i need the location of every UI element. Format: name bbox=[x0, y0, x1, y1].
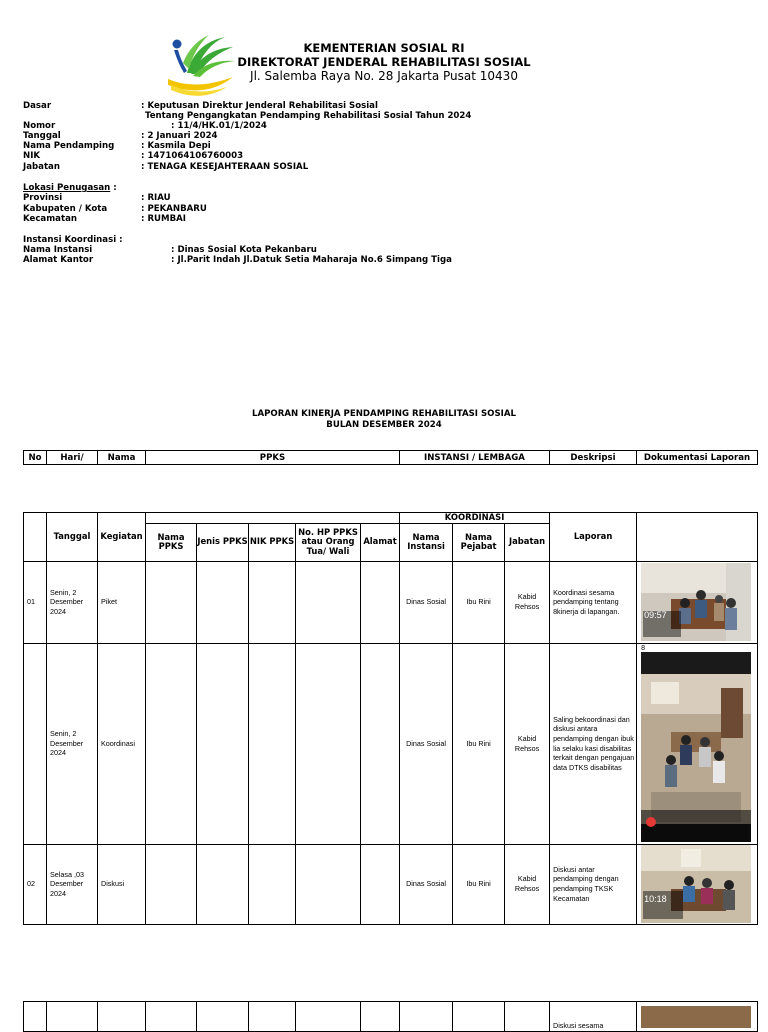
col-alamat: Alamat bbox=[361, 523, 400, 561]
col-nama-instansi: Nama Instansi bbox=[400, 523, 453, 561]
col-dokumentasi: Dokumentasi Laporan bbox=[637, 451, 758, 465]
row-laporan: Diskusi sesama bbox=[550, 1002, 637, 1032]
table-row bbox=[24, 1002, 758, 1032]
row-laporan: Saling bekoordinasi dan diskusi antara pendamping dengan ibuk lia selaku kasi disabilitas terkait dengan pengajuan data DTKS disabilitas bbox=[550, 643, 637, 844]
nomor-label: Nomor bbox=[23, 121, 56, 131]
row-photo-cell bbox=[637, 561, 758, 643]
ministry-address: Jl. Salemba Raya No. 28 Jakarta Pusat 10430 bbox=[250, 69, 518, 83]
jabatan-label: Jabatan bbox=[23, 162, 60, 172]
row-pejabat: Ibu Rini bbox=[453, 844, 505, 924]
col-instansi: INSTANSI / LEMBAGA bbox=[400, 451, 550, 465]
row-jabatan: Kabid Rehsos bbox=[505, 844, 550, 924]
nama-instansi-label: Nama Instansi bbox=[23, 245, 93, 255]
instansi-koordinasi-label: Instansi Koordinasi : bbox=[23, 235, 123, 245]
col-jenis-ppks: Jenis PPKS bbox=[197, 523, 249, 561]
col-nik-ppks: NIK PPKS bbox=[249, 523, 296, 561]
row-jabatan: Kabid Rehsos bbox=[505, 561, 550, 643]
report-title: LAPORAN KINERJA PENDAMPING REHABILITASI SOSIAL bbox=[252, 409, 516, 419]
ministry-name: KEMENTERIAN SOSIAL RI bbox=[303, 41, 465, 55]
photo-time: 09:57 bbox=[644, 610, 667, 620]
assignment-info bbox=[0, 0, 768, 270]
nik-label: NIK bbox=[23, 151, 41, 161]
tanggal-label: Tanggal bbox=[23, 131, 61, 141]
directorate-name: DIREKTORAT JENDERAL REHABILITASI SOSIAL bbox=[237, 55, 531, 69]
dasar-label: Dasar bbox=[23, 101, 52, 111]
kecamatan-label: Kecamatan bbox=[23, 214, 78, 224]
activity-photo bbox=[641, 1006, 751, 1028]
col-deskripsi: Deskripsi bbox=[550, 451, 637, 465]
row-laporan: Diskusi antar pendamping dengan pendamping TKSK Kecamatan bbox=[550, 844, 637, 924]
photo-marker: 8 bbox=[641, 644, 645, 652]
photo-time: 10:18 bbox=[644, 894, 667, 904]
col-kegiatan: Kegiatan bbox=[98, 513, 146, 562]
nama-pendamping-value: : Kasmila Depi bbox=[141, 141, 211, 151]
kecamatan-value: : RUMBAI bbox=[141, 214, 186, 224]
row-kegiatan: Koordinasi bbox=[98, 643, 146, 844]
row-instansi: Dinas Sosial bbox=[400, 844, 453, 924]
dasar-value-2: Tentang Pengangkatan Pendamping Rehabilitasi Sosial Tahun 2024 bbox=[145, 111, 472, 121]
row-tanggal: Senin, 2 Desember 2024 bbox=[47, 561, 98, 643]
summary-header-table bbox=[23, 450, 758, 465]
row-laporan: Koordinasi sesama pendamping tentang 8kinerja di lapangan. bbox=[550, 561, 637, 643]
nomor-value: : 11/4/HK.01/1/2024 bbox=[171, 121, 267, 131]
alamat-kantor-label: Alamat Kantor bbox=[23, 255, 94, 265]
col-hari: Hari/ bbox=[47, 451, 98, 465]
dasar-value: : Keputusan Direktur Jenderal Rehabilitasi Sosial bbox=[141, 101, 378, 111]
row-jabatan: Kabid Rehsos bbox=[505, 643, 550, 844]
tanggal-value: : 2 Januari 2024 bbox=[141, 131, 218, 141]
col-jabatan: Jabatan bbox=[505, 523, 550, 561]
detail-table bbox=[23, 512, 758, 925]
activity-photo bbox=[641, 845, 751, 923]
row-no: 01 bbox=[24, 561, 47, 643]
row-kegiatan: Piket bbox=[98, 561, 146, 643]
col-no-hp: No. HP PPKS atau Orang Tua/ Wali bbox=[296, 523, 361, 561]
col-koordinasi: KOORDINASI bbox=[400, 513, 550, 524]
col-nama: Nama bbox=[98, 451, 146, 465]
row-tanggal: Senin, 2 Desember 2024 bbox=[47, 643, 98, 844]
nik-value: : 1471064106760003 bbox=[141, 151, 244, 161]
col-nama-ppks: Nama PPKS bbox=[146, 523, 197, 561]
row-photo-cell bbox=[637, 643, 758, 844]
activity-photo bbox=[641, 652, 751, 842]
col-nama-pejabat: Nama Pejabat bbox=[453, 523, 505, 561]
row-instansi: Dinas Sosial bbox=[400, 561, 453, 643]
nama-instansi-value: : Dinas Sosial Kota Pekanbaru bbox=[171, 245, 317, 255]
jabatan-value: : TENAGA KESEJAHTERAAN SOSIAL bbox=[141, 162, 309, 172]
row-photo-cell bbox=[637, 844, 758, 924]
row-pejabat: Ibu Rini bbox=[453, 643, 505, 844]
row-tanggal: Selasa ,03 Desember 2024 bbox=[47, 844, 98, 924]
activity-photo bbox=[641, 563, 751, 641]
provinsi-value: : RIAU bbox=[141, 193, 171, 203]
nama-pendamping-label: Nama Pendamping bbox=[23, 141, 115, 151]
row-no bbox=[24, 643, 47, 844]
row-photo-cell bbox=[637, 1002, 758, 1032]
col-ppks: PPKS bbox=[146, 451, 400, 465]
provinsi-label: Provinsi bbox=[23, 193, 63, 203]
lokasi-label: Lokasi Penugasan : bbox=[23, 183, 117, 193]
col-no: No bbox=[24, 451, 47, 465]
kabupaten-label: Kabupaten / Kota bbox=[23, 204, 108, 214]
table-row bbox=[24, 561, 758, 643]
kabupaten-value: : PEKANBARU bbox=[141, 204, 207, 214]
report-month: BULAN DESEMBER 2024 bbox=[326, 420, 442, 430]
col-tanggal: Tanggal bbox=[47, 513, 98, 562]
row-instansi: Dinas Sosial bbox=[400, 643, 453, 844]
row-pejabat: Ibu Rini bbox=[453, 561, 505, 643]
alamat-kantor-value: : Jl.Parit Indah Jl.Datuk Setia Maharaja No.6 Simpang Tiga bbox=[171, 255, 452, 265]
col-laporan: Laporan bbox=[550, 513, 637, 562]
table-row bbox=[24, 643, 758, 844]
table-row bbox=[24, 844, 758, 924]
row-no: 02 bbox=[24, 844, 47, 924]
row-kegiatan: Diskusi bbox=[98, 844, 146, 924]
detail-table-continued bbox=[23, 1001, 758, 1032]
